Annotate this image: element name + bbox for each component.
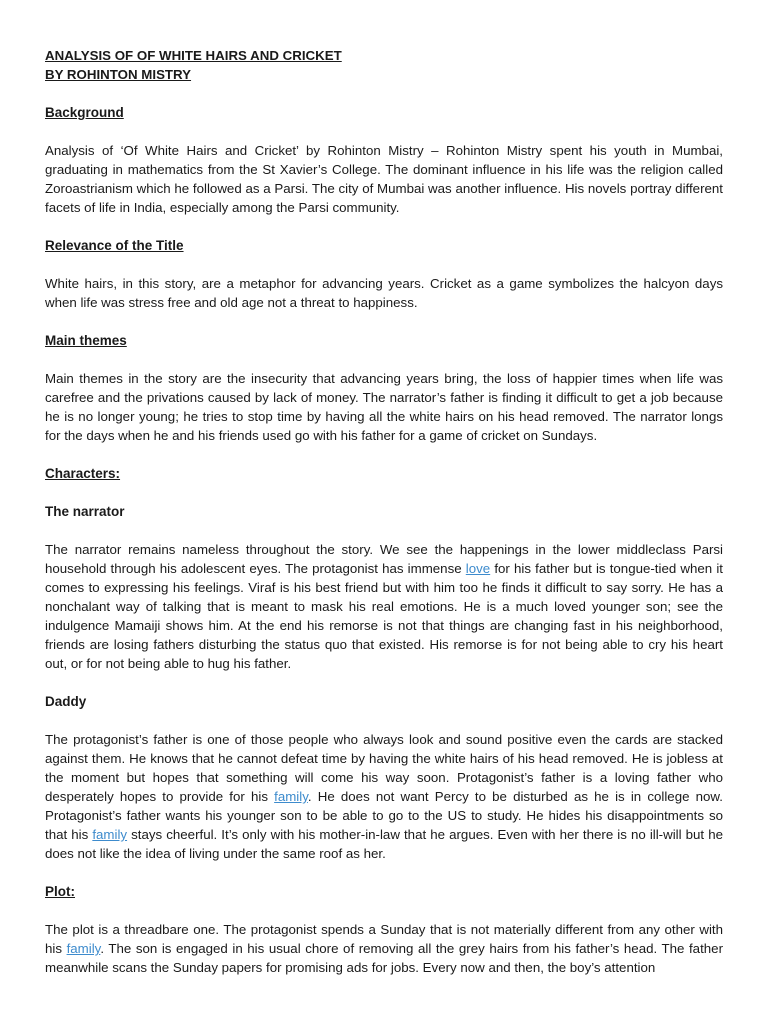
family-link-2[interactable]: family <box>92 827 128 842</box>
paragraph-background: Analysis of ‘Of White Hairs and Cricket’ by Rohinton Mistry – Rohinton Mistry spent his youth in Mumbai, graduating in mathematics from the St Xavier’s College. The dominant influence in his life was the religion called Zoroastrianism which he followed as a Parsi. The city of Mumbai was another influence. His novels portray different facets of life in India, especially among the Parsi community. <box>45 143 723 215</box>
document-title-line1: ANALYSIS OF OF WHITE HAIRS AND CRICKET <box>45 48 342 63</box>
narrator-text-part2: for his father but is tongue-tied when it comes to expressing his feelings. Viraf is his best friend but with him too he finds it difficult to say sorry. He has a nonchalant way of talking that is meant to mask his real emotions. He is a much loved younger son; see the indulgence Mamaiji shows him. At the end his remorse is not that things are changing fast in his neighborhood, friends are losing fathers disturbing the status quo that existed. His remorse is for not being able to cry his heart out, or for not being able to hug his father. <box>45 561 723 671</box>
paragraph-narrator <box>45 540 723 673</box>
paragraph-main-themes: Main themes in the story are the insecurity that advancing years bring, the loss of happier times when life was carefree and the privations caused by lack of money. The narrator’s father is finding it difficult to get a job because he is no longer young; he tries to stop time by having all the white hairs on his head removed. The narrator longs for the days when he and his friends used go with his father for a game of cricket on Sundays. <box>45 371 723 443</box>
daddy-text-part2: . He does not want Percy to be disturbed as he is in college now. Protagonist’s father wants his younger son to be able to go to the US to study. He hides his disappointments so that his <box>45 789 723 842</box>
paragraph-relevance: White hairs, in this story, are a metaphor for advancing years. Cricket as a game symbolizes the halcyon days when life was stress free and old age not a threat to happiness. <box>45 276 723 310</box>
heading-main-themes: Main themes <box>45 333 127 348</box>
narrator-text-part1: The narrator remains nameless throughout the story. We see the happenings in the lower middleclass Parsi household through his adolescent eyes. The protagonist has immense <box>45 542 723 576</box>
family-link-3[interactable]: family <box>66 941 101 956</box>
paragraph-plot <box>45 920 723 977</box>
love-link[interactable]: love <box>465 561 491 576</box>
daddy-text-part1: The protagonist’s father is one of those people who always look and sound positive even the cards are stacked against them. He knows that he cannot defeat time by having the white hairs of his head removed. He is jobless at the moment but hopes that something will come his way soon. Protagonist’s father is a loving father who desperately hopes to provide for his <box>45 732 723 804</box>
heading-characters: Characters: <box>45 466 121 481</box>
heading-relevance: Relevance of the Title <box>45 238 184 253</box>
heading-narrator: The narrator <box>45 504 125 519</box>
heading-daddy: Daddy <box>45 694 87 709</box>
document-page <box>45 46 723 977</box>
family-link-1[interactable]: family <box>274 789 308 804</box>
plot-text-part1: The plot is a threadbare one. The protagonist spends a Sunday that is not materially different from any other with his <box>45 922 723 956</box>
paragraph-daddy <box>45 730 723 863</box>
document-title-line2: BY ROHINTON MISTRY <box>45 67 192 82</box>
plot-text-part2: . The son is engaged in his usual chore of removing all the grey hairs from his father’s head. The father meanwhile scans the Sunday papers for promising ads for jobs. Every now and then, the boy’s attention <box>45 941 723 975</box>
daddy-text-part3: stays cheerful. It’s only with his mother-in-law that he argues. Even with her there is no ill-will but he does not like the idea of living under the same roof as her. <box>45 827 723 861</box>
heading-plot: Plot: <box>45 884 75 899</box>
heading-background: Background <box>45 105 124 120</box>
